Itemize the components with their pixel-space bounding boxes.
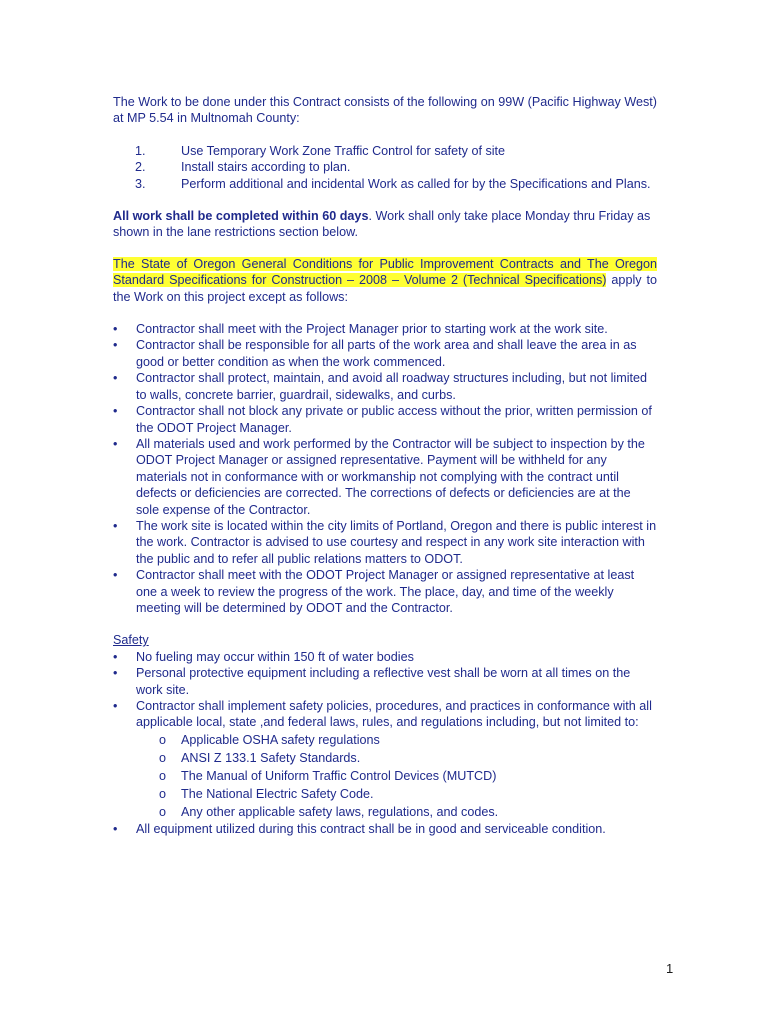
list-item: • The work site is located within the city limits of Portland, Oregon and there is public interest in the work. Contractor is advised to use courtesy and respect in any work site interaction with the public and to refer all public relations matters to ODOT. bbox=[113, 518, 657, 566]
safety-heading: Safety bbox=[113, 633, 149, 648]
work-item: 1. Use Temporary Work Zone Traffic Control for safety of site bbox=[135, 143, 506, 158]
conditions-paragraph: The State of Oregon General Conditions for Public Improvement Contracts and The Oregon Standard Specifications for Construction – 2008 – Volume 2 (Technical Specifications) apply to the Work on this project except as follows: bbox=[113, 256, 658, 304]
list-item: • Contractor shall be responsible for all parts of the work area and shall leave the area in as good or better condition as when the work commenced. bbox=[113, 338, 637, 369]
list-item: • All materials used and work performed by the Contractor will be subject to inspection by the ODOT Project Manager or assigned representative. Payment will be withheld for any materials not in conformance with or workmanship not complying with the contract until defects or deficiencies are corrected. The corrections of defects or deficiencies are at the sole expense of the Contractor. bbox=[113, 436, 645, 517]
sub-list-item: o Any other applicable safety laws, regulations, and codes. bbox=[159, 804, 499, 819]
list-item: • Contractor shall implement safety policies, procedures, and practices in conformance with all applicable local, state ,and federal laws, rules, and regulations including, but not limited to: o Applicable OSHA safety regulations o ANSI Z 133.1 Safety Standards. o The Manual of Uniform Traffic Control Devices (MUTCD) o The National Electric Safety Code. o Any other applicable safety laws, regulations, and codes. bbox=[113, 698, 657, 821]
sub-list-item: o ANSI Z 133.1 Safety Standards. bbox=[159, 750, 361, 765]
document-body bbox=[113, 94, 657, 837]
sub-list-item: o Applicable OSHA safety regulations bbox=[159, 732, 380, 747]
safety-standards-sublist bbox=[136, 731, 657, 821]
list-item: • Contractor shall meet with the Project Manager prior to starting work at the work site. bbox=[113, 322, 608, 337]
list-item: • Contractor shall not block any private or public access without the prior, written permission of the ODOT Project Manager. bbox=[113, 404, 652, 435]
work-item: 2. Install stairs according to plan. bbox=[135, 160, 351, 175]
safety-list bbox=[113, 649, 657, 837]
list-item: • Contractor shall protect, maintain, and avoid all roadway structures including, but not limited to walls, concrete barrier, guardrail, sidewalks, and curbs. bbox=[113, 371, 648, 402]
sub-list-item: o The Manual of Uniform Traffic Control Devices (MUTCD) bbox=[159, 768, 497, 783]
exceptions-list bbox=[113, 321, 657, 616]
list-item: • Personal protective equipment including a reflective vest shall be worn at all times on the work site. bbox=[113, 666, 631, 697]
sub-list-item: o The National Electric Safety Code. bbox=[159, 786, 374, 801]
list-item: • No fueling may occur within 150 ft of water bodies bbox=[113, 649, 414, 664]
list-item: • Contractor shall meet with the ODOT Project Manager or assigned representative at least one a week to review the progress of the work. The place, day, and time of the weekly meeting will be determined by ODOT and the Contractor. bbox=[113, 568, 635, 615]
work-items-list bbox=[113, 143, 657, 192]
page-number: 1 bbox=[666, 961, 674, 976]
list-item: • All equipment utilized during this contract shall be in good and serviceable condition. bbox=[113, 821, 606, 836]
completion-paragraph: All work shall be completed within 60 days. Work shall only take place Monday thru Friday as shown in the lane restrictions section below. bbox=[113, 209, 651, 240]
intro-paragraph: The Work to be done under this Contract consists of the following on 99W (Pacific Highway West) at MP 5.54 in Multnomah County: bbox=[113, 95, 657, 126]
work-item: 3. Perform additional and incidental Work as called for by the Specifications and Plans. bbox=[135, 176, 651, 191]
highlighted-specifications: The State of Oregon General Conditions for Public Improvement Contracts and The Oregon Standard Specifications for Construction – 2008 – Volume 2 (Technical Specifications) bbox=[113, 256, 657, 288]
completion-deadline: All work shall be completed within 60 days bbox=[113, 209, 369, 224]
